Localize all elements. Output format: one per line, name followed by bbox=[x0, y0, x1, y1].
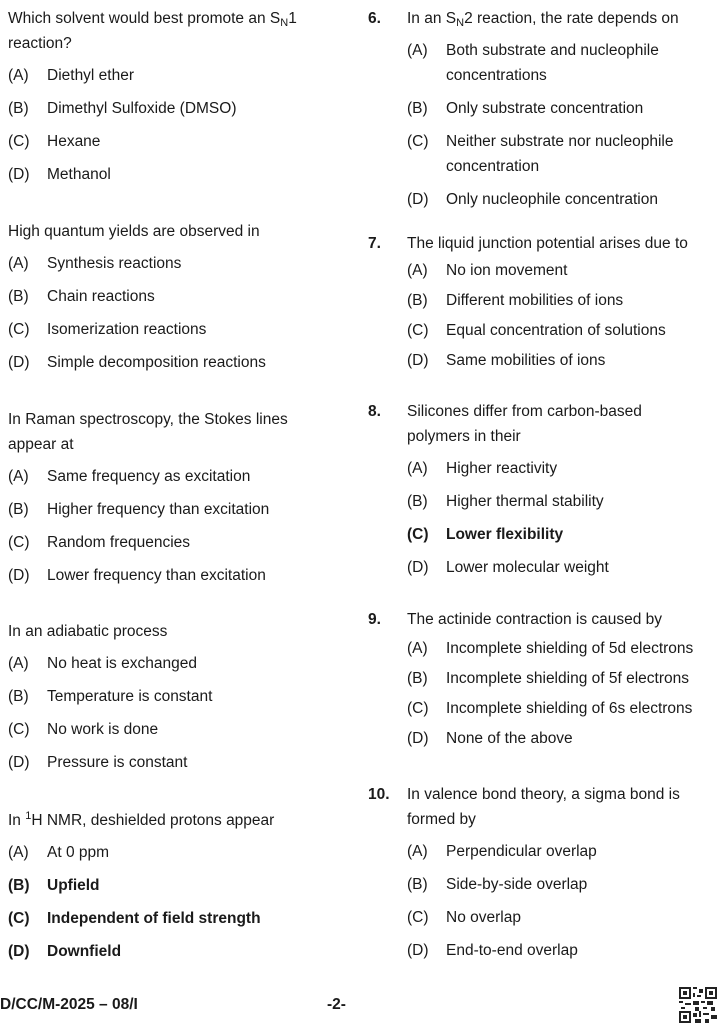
option-b: (B) Only substrate concentration bbox=[407, 100, 644, 117]
question-5 bbox=[8, 808, 338, 972]
question-number: 7. bbox=[368, 235, 381, 252]
option-c: (C) Independent of field strength bbox=[8, 910, 261, 927]
option-c: (C) No work is done bbox=[8, 721, 159, 738]
option-b: (B) Different mobilities of ions bbox=[407, 292, 624, 309]
option-a: (A) Incomplete shielding of 5d electrons bbox=[407, 640, 694, 657]
option-b: (B) Dimethyl Sulfoxide (DMSO) bbox=[8, 100, 237, 117]
question-6 bbox=[368, 6, 720, 220]
question-stem: High quantum yields are observed in bbox=[8, 223, 260, 240]
option-a: (A) Higher reactivity bbox=[407, 460, 558, 477]
option-d: (D) Simple decomposition reactions bbox=[8, 354, 266, 371]
option-c: (C) Equal concentration of solutions bbox=[407, 322, 666, 339]
question-stem: Which solvent would best promote an $S_N1$ reaction? bbox=[8, 10, 297, 52]
option-b: (B) Higher frequency than excitation bbox=[8, 501, 270, 518]
option-d: (D) Only nucleophile concentration bbox=[407, 191, 658, 208]
question-number: 10. bbox=[368, 786, 390, 803]
option-b: (B) Incomplete shielding of 5f electrons bbox=[407, 670, 689, 687]
question-stem: In an adiabatic process bbox=[8, 623, 168, 640]
paper-code: D/CC/M-2025 – 08/I bbox=[0, 996, 138, 1013]
option-a: (A) Perpendicular overlap bbox=[407, 843, 597, 860]
option-c: (C) Neither substrate nor nucleophile concentration bbox=[407, 133, 674, 175]
question-number: 6. bbox=[368, 10, 381, 27]
question-8 bbox=[368, 399, 720, 588]
question-2 bbox=[8, 219, 338, 383]
question-stem: The actinide contraction is caused by bbox=[407, 611, 663, 628]
option-c: (C) Hexane bbox=[8, 133, 101, 150]
option-d: (D) Same mobilities of ions bbox=[407, 352, 606, 369]
option-a: (A) Diethyl ether bbox=[8, 67, 135, 84]
question-7 bbox=[368, 231, 720, 381]
option-b: (B) Higher thermal stability bbox=[407, 493, 604, 510]
question-number: 9. bbox=[368, 611, 381, 628]
option-d: (D) Lower frequency than excitation bbox=[8, 567, 266, 584]
option-b: (B) Side-by-side overlap bbox=[407, 876, 588, 893]
option-b: (B) Chain reactions bbox=[8, 288, 155, 305]
question-stem: In an $S_N2$ reaction, the rate depends on bbox=[407, 10, 679, 29]
option-c: (C) No overlap bbox=[407, 909, 521, 926]
option-a: (A) Same frequency as excitation bbox=[8, 468, 251, 485]
question-3 bbox=[8, 407, 338, 596]
question-1 bbox=[8, 6, 338, 195]
question-number: 8. bbox=[368, 403, 381, 420]
option-c: (C) Random frequencies bbox=[8, 534, 191, 551]
option-a: (A) No heat is exchanged bbox=[8, 655, 197, 672]
option-a: (A) At 0 ppm bbox=[8, 844, 110, 861]
qr-code-icon bbox=[679, 987, 717, 1023]
option-b: (B) Upfield bbox=[8, 877, 100, 894]
option-d: (D) End-to-end overlap bbox=[407, 942, 578, 959]
option-c: (C) Lower flexibility bbox=[407, 526, 564, 543]
question-10 bbox=[368, 782, 720, 971]
question-stem: In Raman spectroscopy, the Stokes lines appear at bbox=[8, 411, 288, 453]
option-a: (A) Synthesis reactions bbox=[8, 255, 182, 272]
option-c: (C) Incomplete shielding of 6s electrons bbox=[407, 700, 693, 717]
option-d: (D) Methanol bbox=[8, 166, 111, 183]
option-b: (B) Temperature is constant bbox=[8, 688, 213, 705]
question-stem: Silicones differ from carbon-based polymers in their bbox=[407, 403, 642, 445]
option-d: (D) None of the above bbox=[407, 730, 573, 747]
question-9 bbox=[368, 607, 720, 759]
question-4 bbox=[8, 619, 338, 783]
option-d: (D) Pressure is constant bbox=[8, 754, 188, 771]
option-a: (A) No ion movement bbox=[407, 262, 568, 279]
option-c: (C) Isomerization reactions bbox=[8, 321, 207, 338]
page-number: -2- bbox=[327, 996, 346, 1013]
question-stem: In $^1$H NMR, deshielded protons appear bbox=[8, 810, 275, 829]
option-d: (D) Downfield bbox=[8, 943, 122, 960]
question-stem: In valence bond theory, a sigma bond is formed by bbox=[407, 786, 680, 828]
option-d: (D) Lower molecular weight bbox=[407, 559, 609, 576]
option-a: (A) Both substrate and nucleophile concentrations bbox=[407, 42, 659, 84]
question-stem: The liquid junction potential arises due to bbox=[407, 235, 688, 252]
